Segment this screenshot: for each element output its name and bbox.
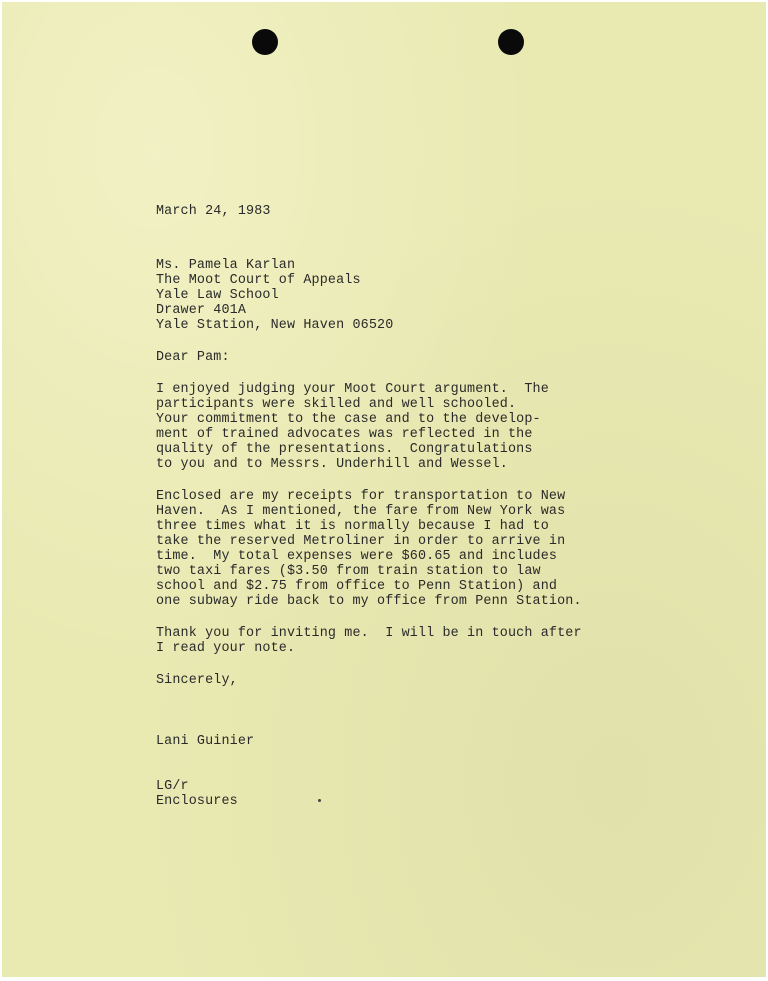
address-line: Yale Law School [156, 288, 279, 303]
paragraph-line: to you and to Messrs. Underhill and Wessel. [156, 457, 508, 472]
stray-mark [318, 799, 321, 802]
paragraph-1 [156, 382, 656, 472]
paragraph-line: participants were skilled and well schooled. [156, 397, 517, 412]
paragraph-line: take the reserved Metroliner in order to arrive in [156, 534, 566, 549]
signature-name: Lani Guinier [156, 734, 255, 749]
punch-hole-left [252, 29, 278, 55]
address-line: Ms. Pamela Karlan [156, 258, 296, 273]
paragraph-line: Haven. As I mentioned, the fare from New York was [156, 504, 566, 519]
paragraph-line: I read your note. [156, 641, 296, 656]
paragraph-line: quality of the presentations. Congratulations [156, 442, 533, 457]
typist-initials: LG/r [156, 779, 189, 794]
paragraph-line: Thank you for inviting me. I will be in touch after [156, 626, 582, 641]
paragraph-line: Enclosed are my receipts for transportation to New [156, 489, 566, 504]
paragraph-line: ment of trained advocates was reflected in the [156, 427, 533, 442]
address-line: The Moot Court of Appeals [156, 273, 361, 288]
recipient-address [156, 258, 656, 333]
paragraph-2 [156, 489, 656, 609]
paragraph-line: time. My total expenses were $60.65 and includes [156, 549, 558, 564]
paragraph-3 [156, 626, 656, 656]
paragraph-line: two taxi fares ($3.50 from train station to law [156, 564, 541, 579]
enclosures-note: Enclosures [156, 794, 238, 809]
letter-date: March 24, 1983 [156, 204, 271, 219]
closing: Sincerely, [156, 673, 238, 688]
paragraph-line: one subway ride back to my office from Penn Station. [156, 594, 582, 609]
paragraph-line: school and $2.75 from office to Penn Station) and [156, 579, 558, 594]
paragraph-line: three times what it is normally because I had to [156, 519, 549, 534]
letter-body [156, 204, 656, 809]
address-line: Yale Station, New Haven 06520 [156, 318, 394, 333]
paragraph-line: Your commitment to the case and to the develop- [156, 412, 541, 427]
letter-page [2, 2, 766, 977]
punch-hole-right [498, 29, 524, 55]
salutation: Dear Pam: [156, 350, 230, 365]
paragraph-line: I enjoyed judging your Moot Court argument. The [156, 382, 549, 397]
address-line: Drawer 401A [156, 303, 247, 318]
